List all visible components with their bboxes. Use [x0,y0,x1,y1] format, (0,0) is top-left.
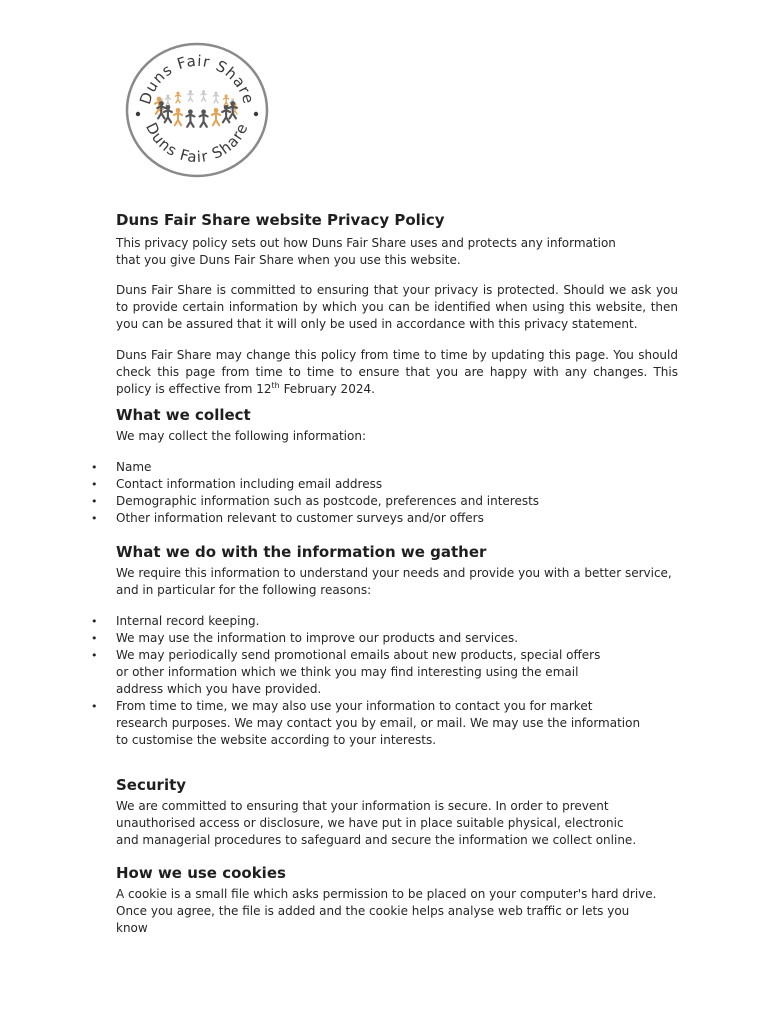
intro-paragraph-3: Duns Fair Share may change this policy from time to time by updating this page. You should check this page from time to time to ensure that you are happy with any changes. This policy is effective from 12th February 2024. [116,348,678,396]
list-item: • Other information relevant to customer surveys and/or offers [116,510,678,527]
list-item: • Demographic information such as postcode, preferences and interests [116,493,678,510]
list-item: • We may use the information to improve our products and services. [116,630,678,647]
logo-text-top: Duns Fair Share [136,51,258,107]
list-item: • From time to time, we may also use your information to contact you for market research purposes. We may contact you by email, or mail. We may use the information to customise the website according to your interests. [116,698,646,749]
list-item: • Internal record keeping. [116,613,678,630]
cookies-heading: How we use cookies [116,864,286,882]
collect-heading: What we collect [116,406,251,424]
logo-text-bottom: Duns Fair Share [142,119,252,167]
intro-paragraph-2: Duns Fair Share is committed to ensuring that your privacy is protected. Should we ask you to provide certain information by which you can be identified when using this website, then you can be assured that it will only be used in accordance with this privacy statement. [116,283,678,331]
intro-paragraph-1: This privacy policy sets out how Duns Fair Share uses and protects any information that you give Duns Fair Share when you use this website. [116,236,616,267]
gather-list [116,613,678,749]
privacy-policy [116,210,678,937]
security-text: We are committed to ensuring that your information is secure. In order to prevent unauthorised access or disclosure, we have put in place suitable physical, electronic and managerial procedures to safeguard and secure the information we collect online. [116,799,637,847]
duns-fair-share-logo [122,42,272,182]
logo-dot-right [254,112,258,116]
cookies-text: A cookie is a small file which asks permission to be placed on your computer's hard drive. Once you agree, the file is added and the cookie helps analyse web traffic or lets you know [116,887,657,935]
page-title: Duns Fair Share website Privacy Policy [116,211,445,229]
collect-lead: We may collect the following information: [116,429,366,443]
list-item: • We may periodically send promotional emails about new products, special offers or other information which we think you may find interesting using the email address which you have provided. [116,647,616,698]
gather-lead: We require this information to understand your needs and provide you with a better service, and in particular for the following reasons: [116,566,672,597]
list-item: • Name [116,459,678,476]
collect-list [116,459,678,527]
list-item: • Contact information including email address [116,476,678,493]
security-heading: Security [116,776,187,794]
ordinal-suffix: th [271,381,280,390]
logo-dot-left [136,112,140,116]
gather-heading: What we do with the information we gather [116,543,487,561]
